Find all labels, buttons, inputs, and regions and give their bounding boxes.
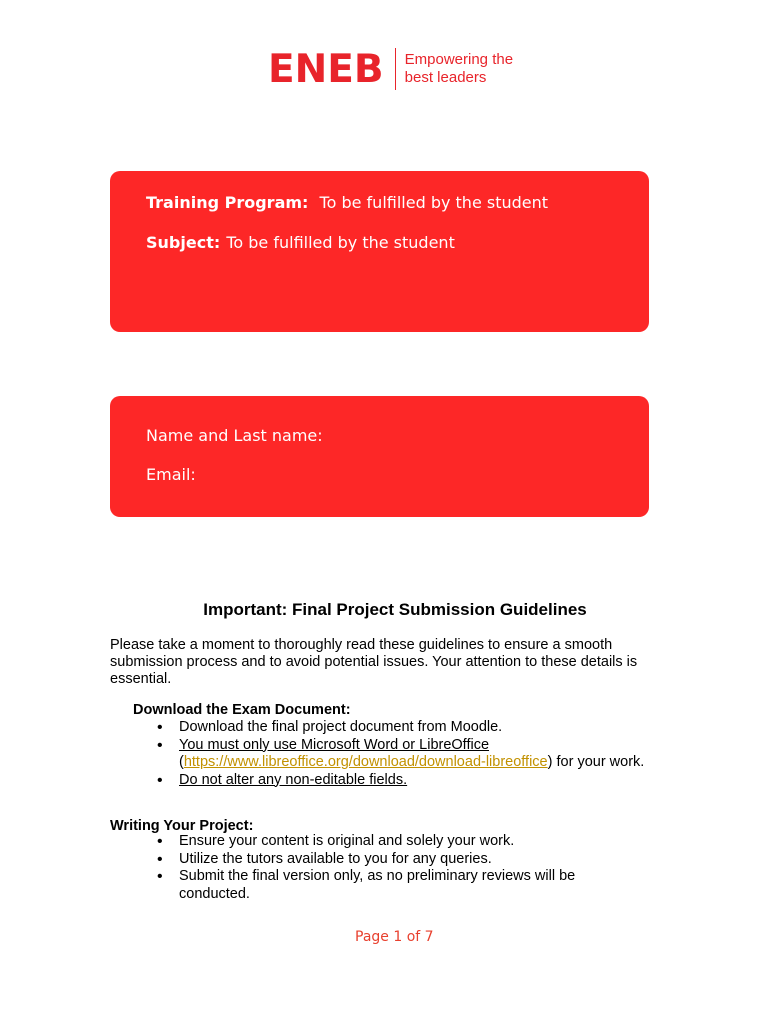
writing-item-text: Submit the final version only, as no preliminary reviews will be conducted.	[179, 868, 576, 902]
subject-label: Subject:	[146, 233, 221, 252]
logo-tagline	[405, 51, 513, 87]
libreoffice-link[interactable]: https://www.libreoffice.org/download/download-libreoffice	[183, 754, 548, 770]
list-item	[157, 737, 657, 772]
download-list	[157, 719, 657, 789]
non-editable-note: Do not alter any non-editable fields.	[179, 771, 408, 788]
paren-close: ) for your work.	[547, 754, 645, 770]
training-program-label: Training Program:	[146, 193, 309, 212]
list-item	[157, 851, 657, 869]
download-section-title: Download the Exam Document:	[133, 702, 351, 718]
writing-section-title: Writing Your Project:	[110, 818, 254, 834]
writing-list	[157, 833, 657, 903]
name-row	[146, 423, 588, 445]
download-item-text: Download the final project document from Moodle.	[179, 719, 503, 735]
logo-tagline-line1: Empowering the	[404, 51, 514, 68]
eneb-logo	[268, 46, 513, 92]
list-item	[157, 772, 657, 790]
paren-open: (	[179, 754, 184, 770]
subject-field[interactable]: To be fulfilled by the student	[226, 233, 455, 252]
training-program-row	[146, 193, 548, 212]
email-label: Email:	[146, 465, 196, 484]
logo-divider	[395, 48, 396, 90]
guidelines-heading: Important: Final Project Submission Guidelines	[203, 600, 587, 619]
name-field[interactable]	[328, 423, 588, 441]
writing-item-text: Ensure your content is original and solely your work.	[179, 833, 515, 849]
email-field[interactable]	[201, 462, 501, 480]
logo-tagline-line2: best leaders	[404, 69, 487, 86]
program-info-box	[110, 171, 649, 332]
email-row	[146, 462, 501, 484]
word-libreoffice-note: You must only use Microsoft Word or LibreOffice	[179, 736, 490, 753]
list-item	[157, 719, 657, 737]
writing-item-text: Utilize the tutors available to you for any queries.	[179, 850, 492, 867]
training-program-field[interactable]: To be fulfilled by the student	[319, 193, 549, 212]
student-info-box	[110, 396, 649, 517]
list-item	[157, 833, 657, 851]
name-label: Name and Last name:	[146, 426, 323, 445]
page-indicator: Page 1 of 7	[355, 929, 434, 945]
list-item	[157, 868, 609, 903]
subject-row	[146, 233, 455, 252]
guidelines-intro: Please take a moment to thoroughly read these guidelines to ensure a smooth submission process and to avoid potential issues. Your attention to these details is essential.	[110, 637, 638, 687]
logo-mark: ENEB	[268, 46, 384, 92]
